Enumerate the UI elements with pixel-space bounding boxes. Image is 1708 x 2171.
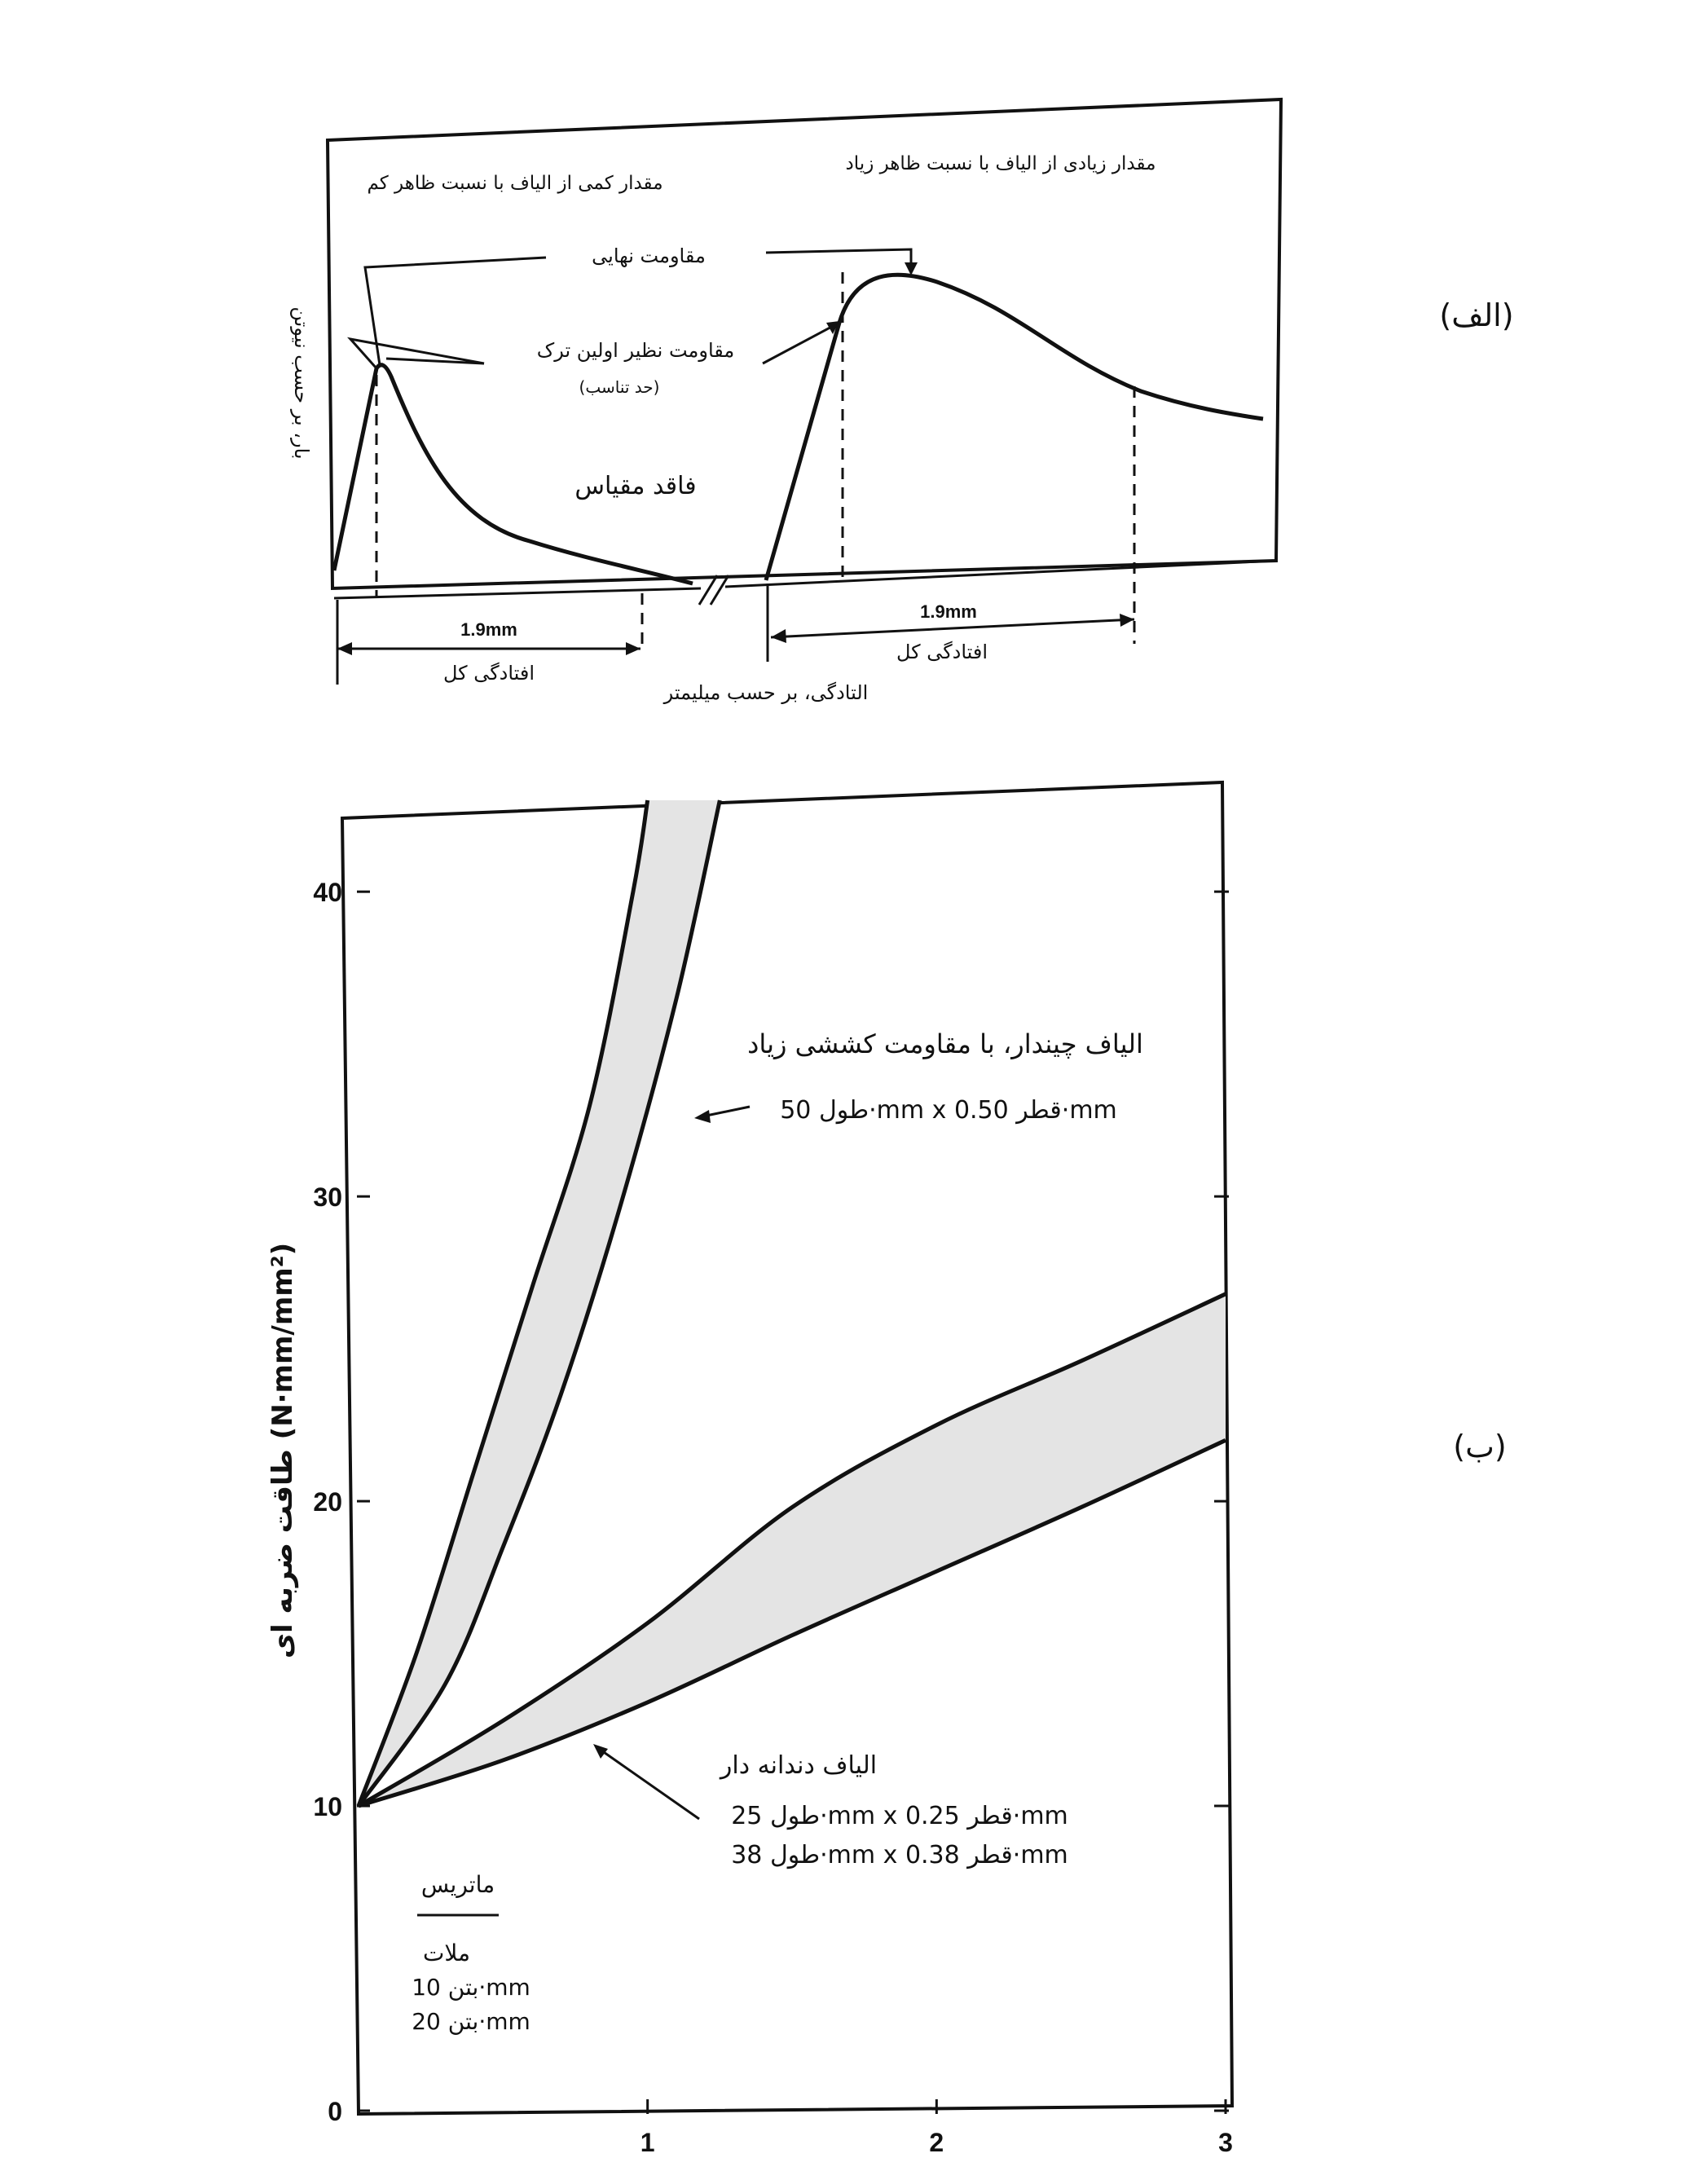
dim-left-label: افتادگی کل [442, 662, 535, 685]
proportional-limit-label: (حد تناسب) [579, 377, 660, 397]
x-tick-label: 2 [929, 2128, 944, 2157]
first-crack-label: مقاومت نظیر اولین ترک [536, 339, 735, 362]
panel-b [266, 782, 1507, 2157]
panel-a-baseline-left [334, 588, 701, 598]
dim-left-arrow-start [337, 642, 352, 655]
legend-item-concrete-10: بتن 10·mm [412, 1974, 530, 2001]
panel-a-ylabel: بار، بر حسب نیوتن [290, 306, 313, 460]
dim-right-arrow-end [1120, 614, 1134, 627]
panel-b-bands [359, 800, 1226, 1806]
panel-a-xlabel: التادگی، بر حسب میلیمتر [663, 681, 869, 704]
y-tick-label: 10 [313, 1792, 342, 1822]
legend-item-concrete-20: بتن 20·mm [412, 2008, 530, 2035]
y-tick-label: 0 [328, 2097, 342, 2126]
panel-a-left-header: مقدار کمی از الیاف با نسبت ظاهر کم [367, 173, 663, 194]
legend-title: ماتریس [420, 1871, 495, 1898]
panel-a-right-header: مقدار زیادی از الیاف با نسبت ظاهر زیاد [845, 153, 1156, 174]
band-2-arrowhead [593, 1744, 608, 1759]
band-1-arrowhead [694, 1110, 711, 1123]
ultimate-strength-leader-left [365, 258, 546, 365]
y-tick-label: 30 [313, 1182, 342, 1213]
dim-left-value: 1.9mm [460, 619, 517, 640]
dim-right-label: افتادگی کل [896, 641, 988, 663]
dim-left-arrow-end [626, 642, 640, 655]
y-tick-label: 20 [313, 1487, 342, 1517]
dim-right-line [771, 619, 1134, 637]
dim-right-value: 1.9mm [920, 601, 977, 622]
dim-right-arrow-start [771, 629, 786, 643]
ultimate-strength-leader-right [766, 249, 911, 269]
x-tick-label: 1 [640, 2128, 655, 2157]
band-2-label-line2: طول 25·mm x قطر 0.25·mm [731, 1802, 1068, 1830]
loss-of-scale-label: فاقد مقیاس [574, 472, 697, 500]
first-crack-leader-right [763, 324, 836, 363]
band-2-label-line3: طول 38·mm x قطر 0.38·mm [731, 1841, 1068, 1869]
ultimate-strength-label: مقاومت نهایی [592, 244, 706, 267]
panel-b-label: (ب) [1453, 1429, 1507, 1464]
panel-b-ylabel: طاقت ضربه ای (N·mm/mm²) [266, 1242, 299, 1659]
band-1-label-line1: الیاف چیندار، با مقاومت کششی زیاد [747, 1028, 1143, 1059]
band-2-label-line1: الیاف دندانه دار [720, 1751, 878, 1780]
panel-a-label: (الف) [1439, 297, 1514, 333]
y-tick-label: 40 [313, 878, 342, 908]
legend-item-mortar: ملات [422, 1940, 471, 1966]
matrix-legend [412, 1871, 530, 2035]
band-1-label-line2: طول 50·mm x قطر 0.50·mm [780, 1096, 1117, 1125]
band-2-leader [601, 1750, 699, 1819]
first-crack-leader-left [350, 339, 484, 368]
x-tick-label: 3 [1218, 2128, 1233, 2157]
panel-a-curve-high-fiber [766, 275, 1263, 580]
panel-a [290, 99, 1514, 704]
